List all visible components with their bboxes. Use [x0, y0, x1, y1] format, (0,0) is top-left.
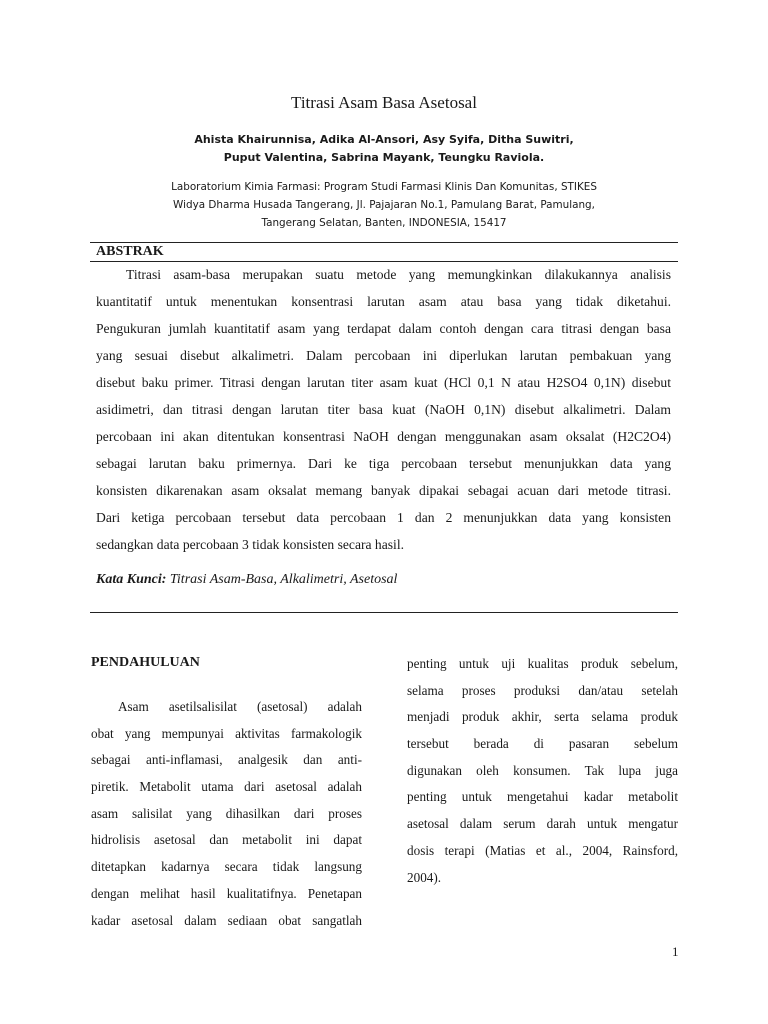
affiliation-line: Laboratorium Kimia Farmasi: Program Studi Farmasi Klinis Dan Komunitas, STIKES [171, 181, 597, 193]
right-column [407, 651, 678, 891]
body-line: sebagai anti-inflamasi, analgesik dan anti- [91, 752, 362, 768]
affiliation-line: Widya Dharma Husada Tangerang, Jl. Pajajaran No.1, Pamulang Barat, Pamulang, [173, 199, 595, 211]
body-line: obat yang mempunyai aktivitas farmakologik [91, 725, 362, 741]
abstract-line: asidimetri, dan titrasi dengan larutan titer basa kuat (NaOH 0,1N) disebut alkalimetri. Dalam [96, 402, 671, 417]
author-line: Ahista Khairunnisa, Adika Al-Ansori, Asy Syifa, Ditha Suwitri, [194, 133, 574, 146]
keywords [96, 571, 397, 589]
body-line: hidrolisis asetosal dan metabolit ini dapat [91, 832, 362, 848]
body-line: dengan melihat hasil kualitatifnya. Penetapan [91, 885, 362, 901]
author-list [0, 131, 768, 167]
abstract-line: sebagai larutan baku primernya. Dari ke tiga percobaan tersebut menunjukkan data yang [96, 456, 671, 471]
body-line: digunakan oleh konsumen. Tak lupa juga [407, 762, 678, 778]
abstract-line: percobaan ini akan ditentukan konsentrasi NaOH dengan menggunakan asam oksalat (H2C2O4) [96, 429, 671, 444]
keywords-text: Titrasi Asam-Basa, Alkalimetri, Asetosal [166, 572, 398, 587]
body-line: 2004). [407, 869, 442, 885]
affiliation [0, 178, 768, 232]
keywords-label: Kata Kunci: [96, 572, 167, 587]
body-line: asam salisilat yang dihasilkan dari proses [91, 805, 362, 821]
body-line: tersebut berada di pasaran sebelum [407, 736, 678, 752]
abstract-line: Dari ketiga percobaan tersebut data percobaan 1 dan 2 menunjukkan data yang konsisten [96, 510, 671, 525]
abstract-top-rule [90, 242, 678, 243]
abstract-line: Pengukuran jumlah kuantitatif asam yang terdapat dalam contoh dengan cara titrasi dengan basa [96, 321, 671, 336]
body-line: asetosal dalam serum darah untuk mengatur [407, 816, 678, 832]
abstract-heading: ABSTRAK [96, 244, 164, 259]
body-line: penting untuk mengetahui kadar metabolit [407, 789, 678, 805]
body-line: dosis terapi (Matias et al., 2004, Rainsford, [407, 842, 678, 858]
body-line: piretik. Metabolit utama dari asetosal adalah [91, 779, 362, 795]
body-line: Asam asetilsalisilat (asetosal) adalah [118, 699, 362, 714]
section-heading: PENDAHULUAN [91, 655, 200, 670]
author-line: Puput Valentina, Sabrina Mayank, Teungku Raviola. [223, 151, 545, 164]
body-line: menjadi produk akhir, serta selama produk [407, 709, 678, 725]
page-number: 1 [672, 944, 679, 959]
body-line: penting untuk uji kualitas produk sebelum, [407, 656, 678, 671]
abstract-line: disebut baku primer. Titrasi dengan larutan titer asam kuat (HCl 0,1 N atau H2SO4 0,1N) disebut [96, 375, 671, 390]
abstract-line: kuantitatif untuk menentukan konsentrasi larutan asam atau basa yang tidak diketahui. [96, 294, 671, 309]
paper-title: Titrasi Asam Basa Asetosal [291, 93, 477, 112]
abstract-line: Titrasi asam-basa merupakan suatu metode yang memungkinkan dilakukannya analisis [126, 267, 671, 282]
abstract-line: konsisten dikarenakan asam oksalat memang banyak dipakai sebagai acuan dari metode titrasi. [96, 483, 671, 498]
body-line: selama proses produksi dan/atau setelah [407, 682, 678, 698]
abstract-body [96, 261, 671, 558]
affiliation-line: Tangerang Selatan, Banten, INDONESIA, 15417 [261, 217, 507, 229]
abstract-line: yang sesuai disebut alkalimetri. Dalam percobaan ini diperlukan larutan pembakuan yang [96, 348, 671, 363]
body-line: ditetapkan kadarnya secara tidak langsung [91, 859, 362, 875]
abstract-line: sedangkan data percobaan 3 tidak konsisten secara hasil. [96, 537, 405, 552]
body-line: kadar asetosal dalam sediaan obat sangatlah [91, 912, 362, 928]
abstract-bottom-rule [90, 612, 678, 613]
left-column [91, 694, 362, 934]
